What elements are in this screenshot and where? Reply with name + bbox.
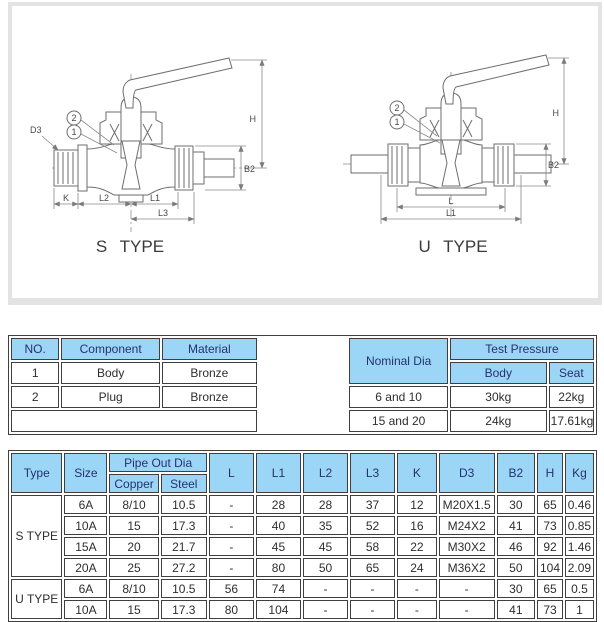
cell: 45 bbox=[303, 537, 348, 556]
cell: - bbox=[209, 558, 254, 577]
cell: 21.7 bbox=[161, 537, 207, 556]
col-header-copper: Copper bbox=[109, 474, 158, 493]
spacer-cell bbox=[259, 410, 348, 432]
cell: - bbox=[350, 600, 395, 619]
body-foot bbox=[119, 195, 143, 202]
flange bbox=[78, 145, 87, 191]
connector-left bbox=[408, 148, 420, 182]
cell: 6A bbox=[64, 495, 107, 514]
cell: 73 bbox=[537, 600, 563, 619]
cell: 20 bbox=[109, 537, 158, 556]
cell-component: Plug bbox=[61, 386, 160, 408]
table-row bbox=[11, 453, 594, 472]
callout-2-label: 2 bbox=[71, 113, 77, 123]
spacer-cell bbox=[259, 338, 348, 360]
table-row bbox=[11, 410, 594, 432]
cell: 104 bbox=[256, 600, 301, 619]
table-row bbox=[11, 495, 594, 514]
cell: 12 bbox=[397, 495, 437, 514]
cell: 74 bbox=[256, 579, 301, 598]
pipe-right bbox=[514, 155, 551, 173]
cell: 20A bbox=[64, 558, 107, 577]
cell: 15 bbox=[109, 516, 158, 535]
body-base bbox=[416, 188, 486, 195]
cell: 104 bbox=[537, 558, 563, 577]
cell-seat-pressure: 22kg bbox=[549, 386, 594, 408]
table-row bbox=[11, 516, 594, 535]
col-header-type: Type bbox=[11, 453, 62, 493]
cell-material: Bronze bbox=[162, 362, 257, 384]
dim-label-l2: L2 bbox=[98, 193, 110, 203]
col-header-no: NO. bbox=[11, 338, 59, 360]
dim-label-b2: B2 bbox=[244, 164, 256, 174]
cell: - bbox=[397, 579, 437, 598]
cell: 73 bbox=[537, 516, 563, 535]
cell: 56 bbox=[209, 579, 254, 598]
pipe bbox=[204, 159, 234, 177]
dim-label-h: H bbox=[552, 108, 559, 118]
cell: - bbox=[397, 600, 437, 619]
cell: 0.5 bbox=[565, 579, 594, 598]
cell: 65 bbox=[537, 495, 563, 514]
col-header-seat: Seat bbox=[549, 362, 594, 384]
empty-cell bbox=[11, 410, 257, 432]
table-row bbox=[11, 362, 594, 384]
col-header-test-pressure: Test Pressure bbox=[450, 338, 594, 360]
cell: 16 bbox=[397, 516, 437, 535]
dim-label-d3: D3 bbox=[30, 125, 42, 135]
dim-label-k: K bbox=[62, 193, 70, 203]
cell: - bbox=[439, 600, 495, 619]
col-header-b2: B2 bbox=[497, 453, 536, 493]
dim-label-l: L bbox=[448, 196, 454, 206]
cell: 30 bbox=[497, 495, 536, 514]
cell: 8/10 bbox=[109, 495, 158, 514]
table-row bbox=[11, 579, 594, 598]
cell: 10.5 bbox=[161, 495, 207, 514]
cell: M20X1.5 bbox=[439, 495, 495, 514]
u-type-title: U TYPE bbox=[418, 237, 488, 256]
col-header-l3: L3 bbox=[350, 453, 395, 493]
col-header-size: Size bbox=[64, 453, 107, 493]
dimension-spec-table bbox=[8, 450, 597, 622]
cell: 10A bbox=[64, 516, 107, 535]
cell-nominal-dia: 6 and 10 bbox=[349, 386, 448, 408]
u-type-drawing bbox=[305, 6, 598, 296]
table-row bbox=[11, 338, 594, 360]
cell: 45 bbox=[256, 537, 301, 556]
s-type-drawing bbox=[12, 6, 305, 296]
parts-and-pressure-table bbox=[8, 335, 597, 435]
cell: 50 bbox=[497, 558, 536, 577]
cell: 10.5 bbox=[161, 579, 207, 598]
cell: 27.2 bbox=[161, 558, 207, 577]
callout-1-label: 1 bbox=[71, 127, 77, 137]
cell: 65 bbox=[350, 558, 395, 577]
cell: - bbox=[209, 495, 254, 514]
col-header-body: Body bbox=[450, 362, 547, 384]
col-header-l2: L2 bbox=[303, 453, 348, 493]
cell: 1 bbox=[565, 600, 594, 619]
cell: 17.3 bbox=[161, 516, 207, 535]
cell: 65 bbox=[537, 579, 563, 598]
connector-right bbox=[482, 148, 494, 182]
cell: 28 bbox=[303, 495, 348, 514]
cell: - bbox=[303, 579, 348, 598]
cell: - bbox=[303, 600, 348, 619]
col-header-l: L bbox=[209, 453, 254, 493]
cell: 6A bbox=[64, 579, 107, 598]
table-row bbox=[11, 558, 594, 577]
spacer-cell bbox=[259, 386, 348, 408]
union-nut-left bbox=[388, 144, 408, 186]
cell: - bbox=[350, 579, 395, 598]
cell-no: 2 bbox=[11, 386, 59, 408]
cell: 1.46 bbox=[565, 537, 594, 556]
cell: 8/10 bbox=[109, 579, 158, 598]
cell: 35 bbox=[303, 516, 348, 535]
cell: 0.46 bbox=[565, 495, 594, 514]
cell: 10A bbox=[64, 600, 107, 619]
cell: 28 bbox=[256, 495, 301, 514]
type-group-cell: S TYPE bbox=[11, 495, 62, 577]
col-header-pipe-out-dia: Pipe Out Dia bbox=[109, 453, 206, 472]
col-header-steel: Steel bbox=[161, 474, 207, 493]
col-header-component: Component bbox=[61, 338, 160, 360]
type-group-cell: U TYPE bbox=[11, 579, 62, 619]
cell: 58 bbox=[350, 537, 395, 556]
cell-material: Bronze bbox=[162, 386, 257, 408]
cell: 15 bbox=[109, 600, 158, 619]
cell: 15A bbox=[64, 537, 107, 556]
cell: 80 bbox=[256, 558, 301, 577]
cell: M36X2 bbox=[439, 558, 495, 577]
col-header-nominal-dia: Nominal Dia bbox=[349, 338, 448, 384]
cell: 17.3 bbox=[161, 600, 207, 619]
col-header-kg: Kg bbox=[565, 453, 594, 493]
drawing-panel bbox=[8, 2, 602, 305]
dim-label-l1: L1 bbox=[149, 193, 161, 203]
cell: 22 bbox=[397, 537, 437, 556]
table-row bbox=[11, 537, 594, 556]
cell: 37 bbox=[350, 495, 395, 514]
col-header-k: K bbox=[397, 453, 437, 493]
cell: 50 bbox=[303, 558, 348, 577]
cell-no: 1 bbox=[11, 362, 59, 384]
cell-component: Body bbox=[61, 362, 160, 384]
cell: M30X2 bbox=[439, 537, 495, 556]
table-row bbox=[11, 386, 594, 408]
cell-body-pressure: 24kg bbox=[450, 410, 547, 432]
cell: - bbox=[439, 579, 495, 598]
spacer-cell bbox=[259, 362, 348, 384]
cell: - bbox=[209, 537, 254, 556]
cell: 40 bbox=[256, 516, 301, 535]
cell-seat-pressure: 17.61kg bbox=[549, 410, 594, 432]
table-row bbox=[11, 600, 594, 619]
cell: - bbox=[209, 516, 254, 535]
cell: 92 bbox=[537, 537, 563, 556]
cell: 52 bbox=[350, 516, 395, 535]
cell: 0.85 bbox=[565, 516, 594, 535]
cell: 41 bbox=[497, 600, 536, 619]
s-type-title: S TYPE bbox=[95, 237, 165, 256]
dim-label-b2: B2 bbox=[548, 160, 560, 170]
col-header-material: Material bbox=[162, 338, 257, 360]
cell: M24X2 bbox=[439, 516, 495, 535]
union-nut-right bbox=[494, 144, 514, 186]
cell: 24 bbox=[397, 558, 437, 577]
cell: 30 bbox=[497, 579, 536, 598]
dim-label-l1: L1 bbox=[445, 208, 457, 218]
col-header-h: H bbox=[537, 453, 563, 493]
dim-label-l3: L3 bbox=[157, 208, 169, 218]
callout-2-label: 2 bbox=[394, 103, 400, 113]
dim-label-h: H bbox=[249, 114, 256, 124]
col-header-l1: L1 bbox=[256, 453, 301, 493]
pipe-left bbox=[351, 155, 388, 173]
cell: 46 bbox=[497, 537, 536, 556]
cell-body-pressure: 30kg bbox=[450, 386, 547, 408]
cell: 41 bbox=[497, 516, 536, 535]
col-header-d3: D3 bbox=[439, 453, 495, 493]
cell: 80 bbox=[209, 600, 254, 619]
callout-1-label: 1 bbox=[394, 117, 400, 127]
cell: 25 bbox=[109, 558, 158, 577]
compression-nut bbox=[193, 152, 204, 184]
cell: 2.09 bbox=[565, 558, 594, 577]
cell-nominal-dia: 15 and 20 bbox=[349, 410, 448, 432]
